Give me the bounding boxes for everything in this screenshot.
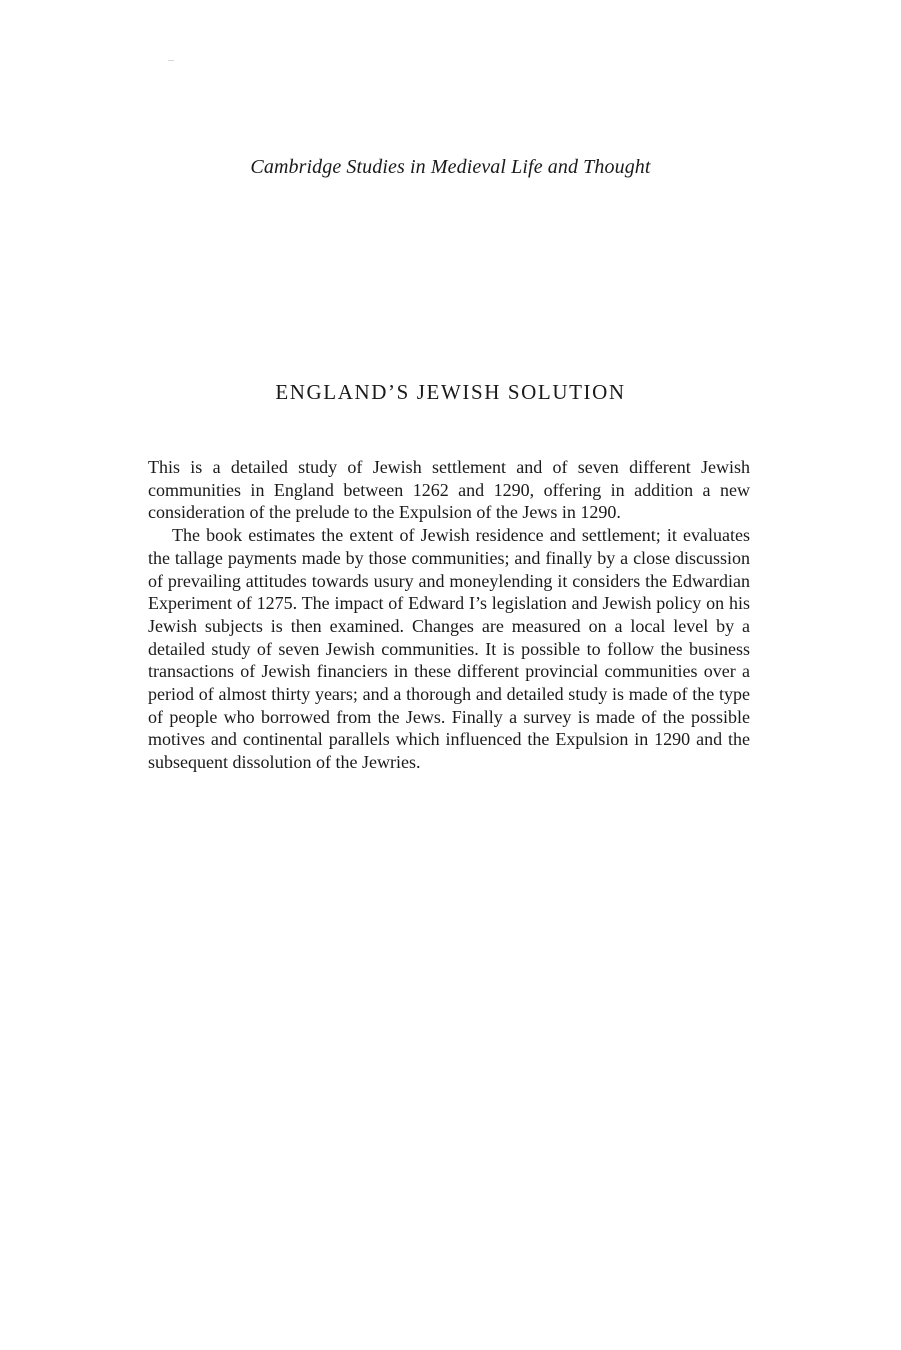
book-description xyxy=(148,456,750,774)
description-paragraph-2: The book estimates the extent of Jewish residence and settlement; it evaluates the tallage payments made by those communities; and finally by a close discussion of prevailing attitudes towards usury and moneylending it considers the Edwardian Experiment of 1275. The impact of Edward I’s legislation and Jewish policy on his Jewish subjects is then examined. Changes are measured on a local level by a detailed study of seven Jewish communities. It is possible to follow the business transactions of Jewish financiers in these different provincial communities over a period of almost thirty years; and a thorough and detailed study is made of the type of people who borrowed from the Jews. Finally a survey is made of the possible motives and continental parallels which influenced the Expulsion in 1290 and the subsequent dissolution of the Jewries. xyxy=(148,525,750,773)
description-paragraph-1: This is a detailed study of Jewish settlement and of seven different Jewish communities in England between 1262 and 1290, offering in addition a new consideration of the prelude to the Expulsion of the Jews in 1290. xyxy=(148,457,750,523)
scan-artifact xyxy=(168,60,174,61)
book-title: ENGLAND’S JEWISH SOLUTION xyxy=(275,380,626,404)
series-title: Cambridge Studies in Medieval Life and Thought xyxy=(250,156,651,178)
